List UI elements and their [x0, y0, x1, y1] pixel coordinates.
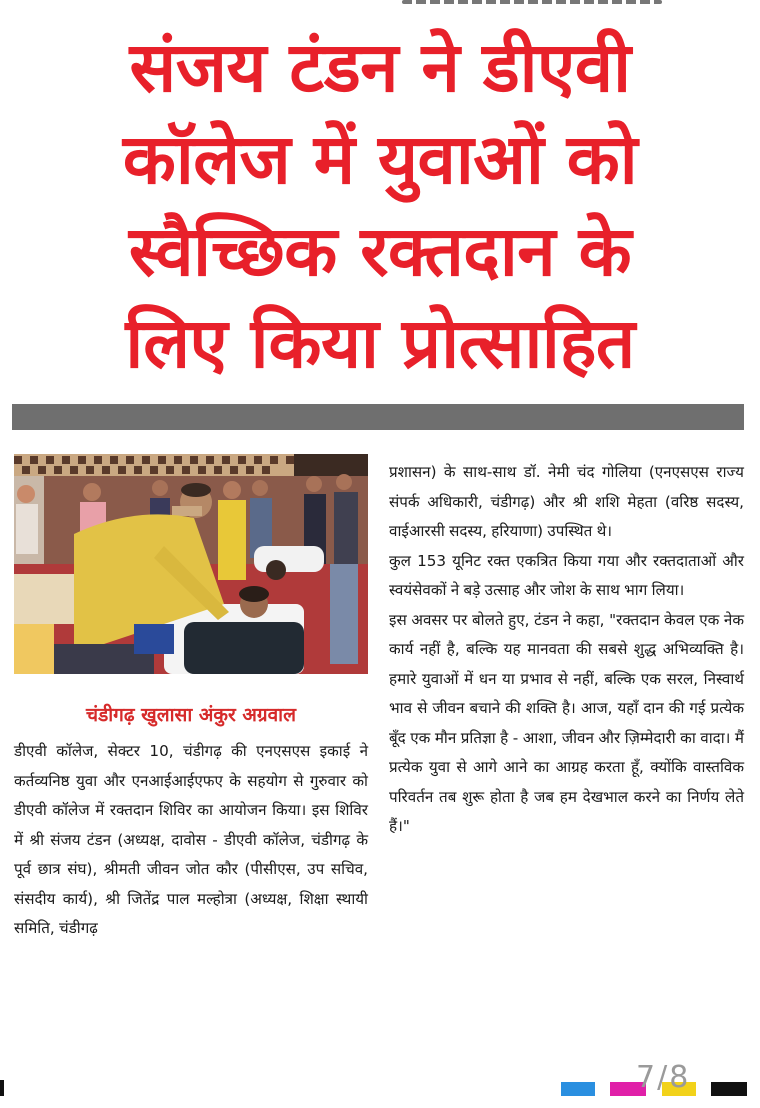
article-column-right — [389, 458, 744, 842]
article-paragraph: कुल 153 यूनिट रक्त एकत्रित किया गया और रक्तदाताओं और स्वयंसेवकों ने बड़े उत्साह और जोश के साथ भाग लिया। — [389, 551, 744, 599]
article-paragraph: डीएवी कॉलेज, सेक्टर 10, चंडीगढ़ की एनएसएस इकाई ने कर्तव्यनिष्ठ युवा और एनआईआईएफए के सहयोग से गुरुवार को डीएवी कॉलेज में रक्तदान शिविर का आयोजन किया। इस शिविर में श्री संजय टंडन (अध्यक्ष, दावोस - डीएवी कॉलेज, चंडीगढ़ के पूर्व छात्र संघ), श्रीमती जीवन जोत कौर (पीसीएस, उप सचिव, संसदीय कार्य), श्री जितेंद्र पाल मल्होत्रा (अध्यक्ष, शिक्षा स्थायी समिति, चंडीगढ़ — [14, 742, 368, 937]
top-cropped-text — [392, 0, 692, 8]
headline-line-4: लिए किया प्रोत्साहित — [125, 304, 635, 384]
section-divider-bar — [12, 404, 744, 430]
headline-line-2: कॉलेज में युवाओं को — [122, 120, 638, 200]
page-number: 7/8 — [636, 1060, 691, 1095]
headline — [20, 22, 740, 390]
news-photo — [14, 454, 368, 674]
headline-line-3: स्वैच्छिक रक्तदान के — [128, 212, 632, 292]
article-paragraph: इस अवसर पर बोलते हुए, टंडन ने कहा, "रक्तदान केवल एक नेक कार्य नहीं है, बल्कि यह मानवता की सबसे शुद्ध अभिव्यक्ति है। हमारे युवाओं में धन या प्रभाव से नहीं, बल्कि एक सरल, निस्वार्थ भाव से जीवन बचाने की शक्ति है। आज, यहाँ दान की गई प्रत्येक बूँद एक मौन प्रतिज्ञा है - आशा, जीवन और ज़िम्मेदारी का वादा। मैं प्रत्येक युवा से आगे आने का आग्रह करता हूँ, क्योंकि वास्तविक परिवर्तन तब शुरू होता है जब हम देखभाल करने का निर्णय लेते हैं।" — [389, 610, 744, 835]
headline-line-1: संजय टंडन ने डीएवी — [129, 28, 631, 108]
article-paragraph: प्रशासन) के साथ-साथ डॉ. नेमी चंद गोलिया (एनएसएस राज्य संपर्क अधिकारी, चंडीगढ़) और श्री शशि मेहता (वरिष्ठ सदस्य, वाईआरसी सदस्य, हरियाणा) उपस्थित थे। — [389, 463, 744, 540]
color-swatch-cyan — [561, 1082, 595, 1096]
article-column-left — [14, 737, 368, 944]
color-swatch-black — [711, 1082, 747, 1096]
photo-illustration — [14, 454, 368, 674]
registration-mark — [0, 1080, 4, 1096]
byline: चंडीगढ़ खुलासा अंकुर अग्रवाल — [86, 704, 296, 726]
